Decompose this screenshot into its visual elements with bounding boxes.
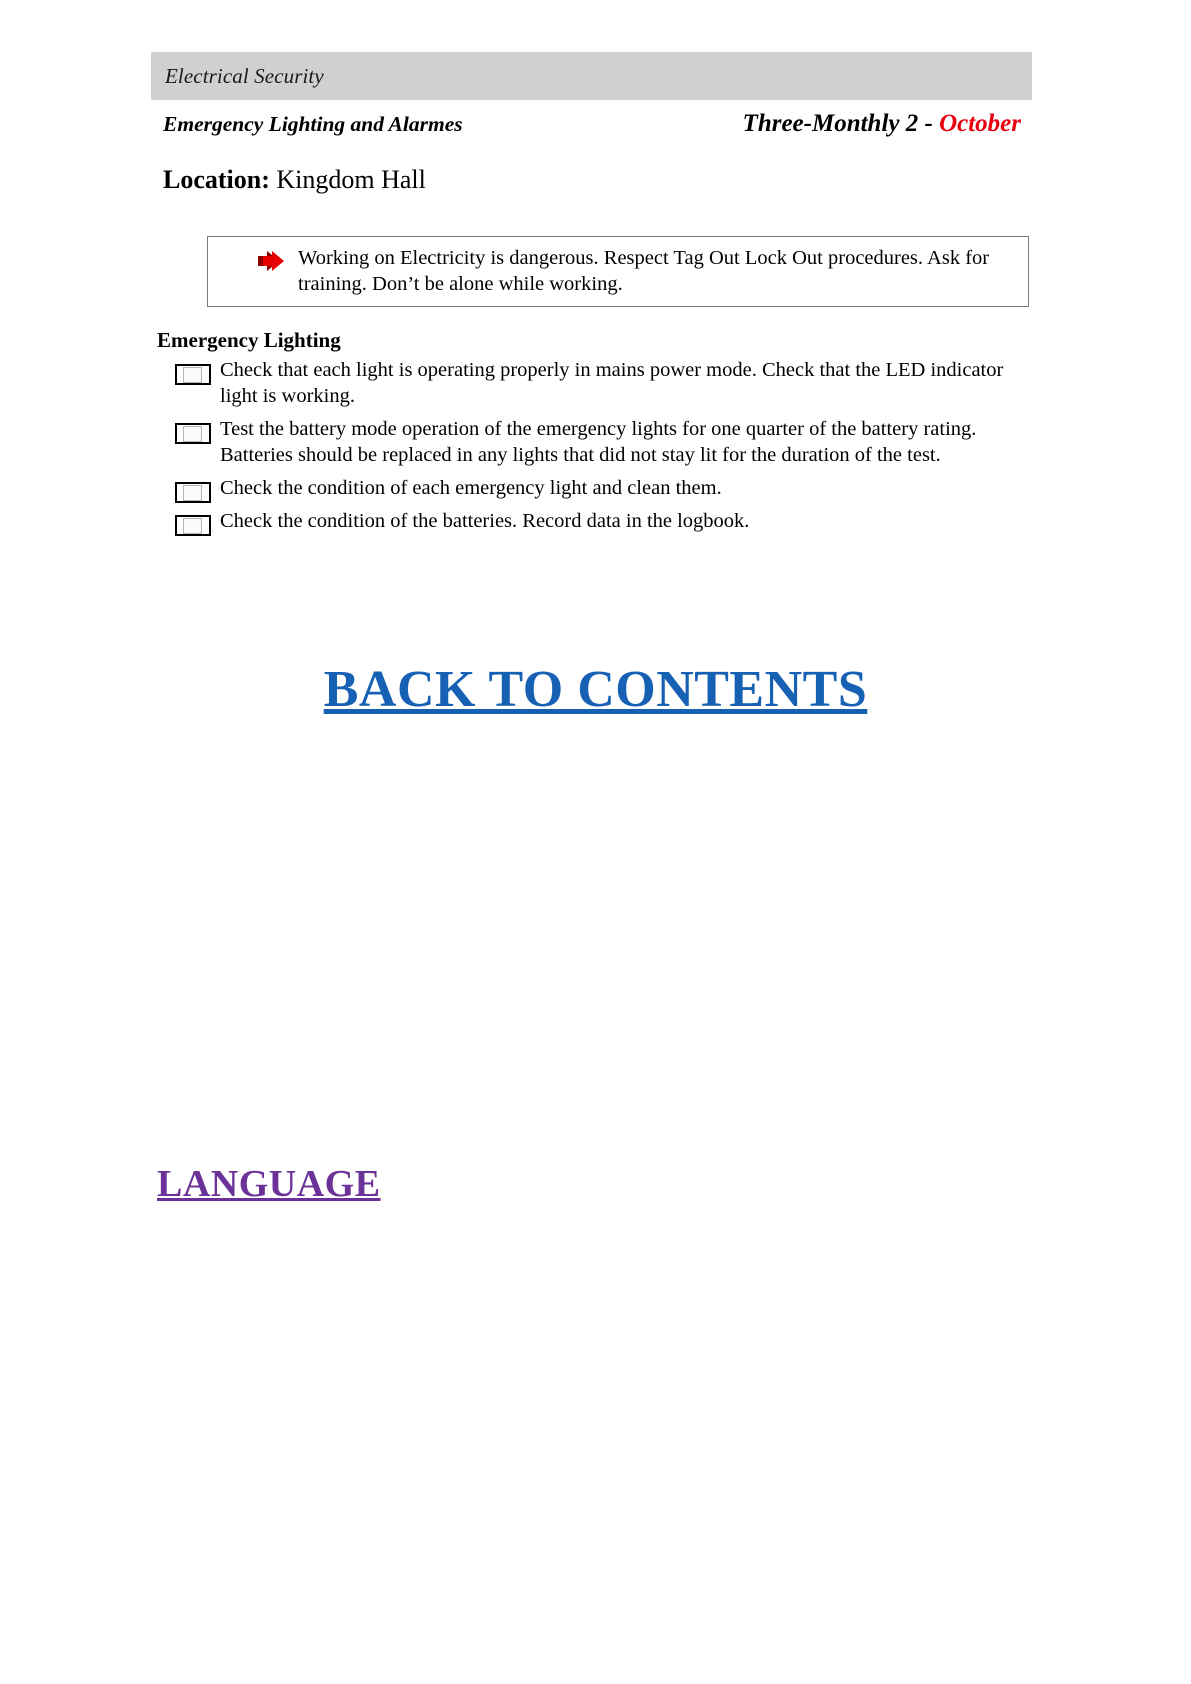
checklist-item-label: Test the battery mode operation of the emergency lights for one quarter of the battery rating. Batteries should be replaced in any lights that did not stay lit for the duration of the test. [220, 418, 977, 466]
warning-box [207, 236, 1029, 307]
language-link-wrap [157, 1162, 381, 1206]
document-period [743, 110, 1021, 138]
checklist-item[interactable] [175, 358, 1020, 409]
location-value: Kingdom Hall [269, 165, 426, 194]
header-band [151, 52, 1032, 100]
location-label: Location: [163, 165, 270, 194]
header-band-label: Electrical Security [165, 63, 324, 88]
red-arrow-icon [258, 250, 288, 272]
checkbox-icon[interactable] [175, 482, 211, 503]
section-heading-emergency-lighting: Emergency Lighting [157, 328, 341, 352]
back-to-contents-link-wrap [0, 660, 1191, 719]
document-subtitle: Emergency Lighting and Alarmes [163, 112, 463, 136]
period-month-label: October [939, 110, 1021, 137]
checklist [175, 358, 1020, 542]
checkbox-icon[interactable] [175, 423, 211, 444]
language-link[interactable]: LANGUAGE [157, 1163, 381, 1205]
checkbox-icon[interactable] [175, 515, 211, 536]
checkbox-icon[interactable] [175, 364, 211, 385]
period-base-label: Three-Monthly 2 - [742, 110, 940, 137]
checklist-item-label: Check that each light is operating properly in mains power mode. Check that the LED indicator light is working. [220, 359, 1004, 407]
title-row [163, 110, 1021, 138]
checklist-item[interactable] [175, 509, 1020, 536]
back-to-contents-link[interactable]: BACK TO CONTENTS [323, 661, 868, 718]
checklist-item[interactable] [175, 417, 1020, 468]
checklist-item[interactable] [175, 476, 1020, 503]
checklist-item-label: Check the condition of the batteries. Record data in the logbook. [220, 510, 750, 532]
checklist-item-label: Check the condition of each emergency light and clean them. [220, 477, 722, 499]
location-row [163, 165, 426, 195]
warning-text: Working on Electricity is dangerous. Respect Tag Out Lock Out procedures. Ask for training. Don’t be alone while working. [298, 247, 990, 295]
